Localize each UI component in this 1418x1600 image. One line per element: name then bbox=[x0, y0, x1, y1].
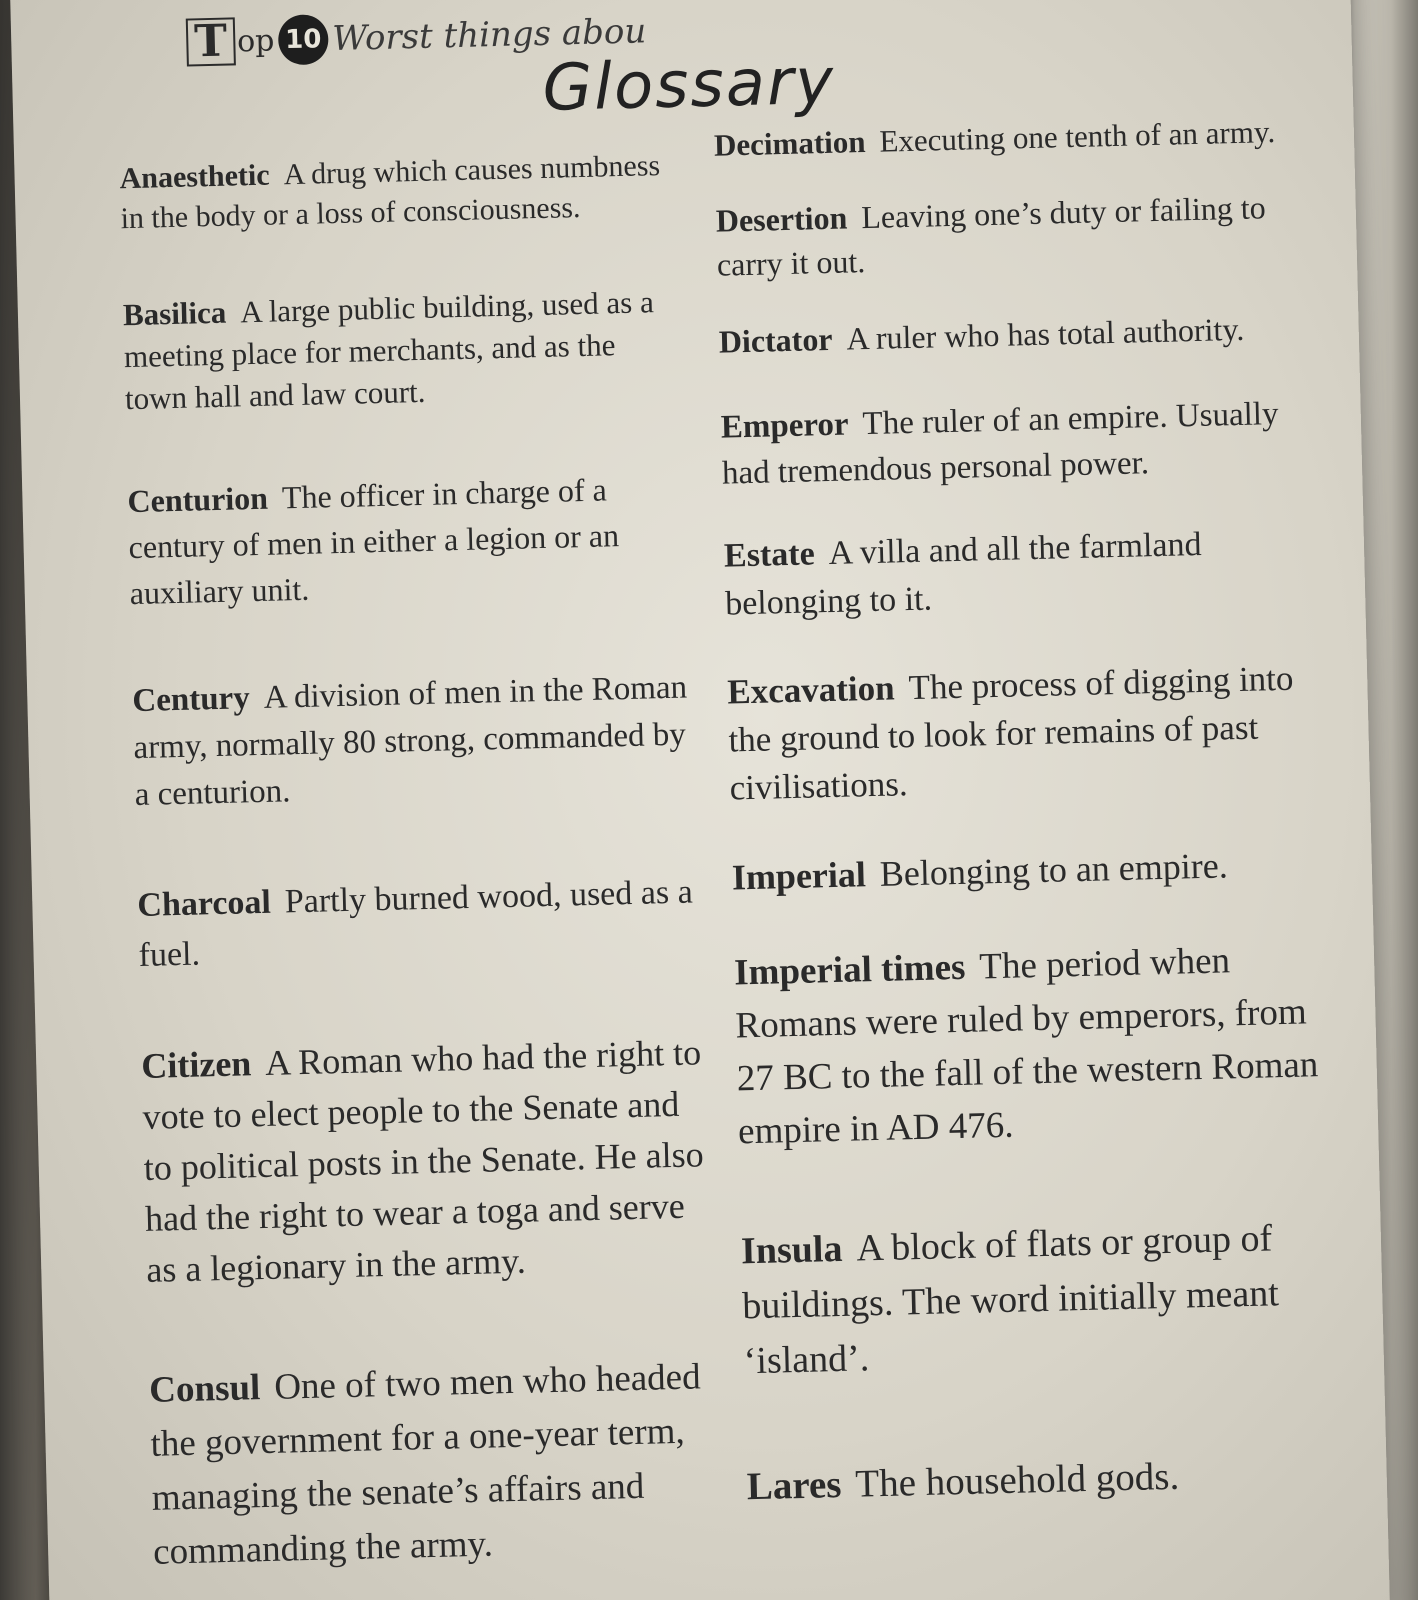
glossary-entry bbox=[723, 518, 1335, 629]
page-title: Glossary bbox=[541, 44, 837, 126]
glossary-term: Imperial times bbox=[733, 946, 966, 994]
page-wrapper bbox=[10, 0, 1411, 1600]
glossary-definition: A block of flats or group of buildings. The word initially meant ‘island’. bbox=[741, 1217, 1280, 1383]
glossary-entry bbox=[727, 654, 1340, 813]
glossary-definition: One of two men who headed the government for a one-year term, managing the senate’s affairs and commanding the army. bbox=[150, 1356, 702, 1573]
glossary-definition: The period when Romans were ruled by emperors, from 27 BC to the fall of the western Roman empire in AD 476. bbox=[735, 940, 1319, 1153]
logo-number-badge: 10 bbox=[278, 14, 329, 65]
glossary-term: Charcoal bbox=[136, 883, 272, 925]
glossary-term: Century bbox=[131, 680, 251, 720]
glossary-term: Decimation bbox=[713, 124, 866, 163]
glossary-term: Emperor bbox=[720, 406, 850, 446]
glossary-entry bbox=[137, 867, 699, 981]
glossary-term: Basilica bbox=[122, 294, 227, 333]
glossary-term: Imperial bbox=[731, 854, 867, 898]
glossary-term: Centurion bbox=[127, 479, 269, 520]
glossary-definition: Executing one tenth of an army. bbox=[879, 113, 1276, 159]
glossary-entry bbox=[122, 281, 685, 421]
glossary-definition: The ruler of an empire. Usually had tremendous personal power. bbox=[721, 396, 1279, 492]
glossary-definition: A division of men in the Roman army, normally 80 strong, commanded by a centurion. bbox=[133, 669, 688, 814]
glossary-entry bbox=[740, 1209, 1354, 1389]
glossary-entry bbox=[119, 146, 681, 240]
glossary-term: Excavation bbox=[726, 668, 896, 712]
glossary-definition: Leaving one’s duty or failing to carry it out. bbox=[716, 189, 1266, 283]
logo-op: op bbox=[236, 22, 275, 59]
glossary-definition: A large public building, used as a meeting place for merchants, and as the town hall and law court. bbox=[123, 284, 655, 417]
glossary-definition: A ruler who has total authority. bbox=[846, 310, 1245, 357]
glossary-entry bbox=[132, 664, 695, 819]
glossary-term: Anaesthetic bbox=[119, 158, 270, 196]
glossary-entry bbox=[731, 838, 1342, 903]
glossary-entry bbox=[715, 184, 1327, 287]
glossary-definition: Belonging to an empire. bbox=[879, 845, 1229, 894]
glossary-entry bbox=[746, 1444, 1357, 1514]
glossary-entry bbox=[720, 390, 1332, 497]
glossary-left-column bbox=[119, 146, 714, 1580]
glossary-entry bbox=[149, 1350, 714, 1580]
glossary-term: Citizen bbox=[140, 1043, 252, 1086]
glossary-definition: A drug which causes numbness in the body or a loss of consciousness. bbox=[120, 149, 661, 236]
glossary-definition: The process of digging into the ground to look for remains of past civilisations. bbox=[728, 658, 1294, 808]
series-title: Worst things abou bbox=[331, 11, 647, 59]
glossary-term: Estate bbox=[723, 535, 816, 575]
glossary-definition: Partly burned wood, used as a fuel. bbox=[138, 873, 694, 975]
glossary-entry bbox=[141, 1027, 707, 1296]
glossary-entry bbox=[734, 932, 1349, 1159]
glossary-entry bbox=[127, 464, 690, 616]
book-page bbox=[10, 0, 1391, 1600]
glossary-term: Dictator bbox=[718, 320, 833, 360]
glossary-definition: The officer in charge of a century of men in either a legion or an auxiliary unit. bbox=[128, 471, 620, 612]
glossary-term: Lares bbox=[746, 1463, 842, 1509]
glossary-term: Insula bbox=[740, 1227, 843, 1273]
glossary-definition: A Roman who had the right to vote to elect people to the Senate and to political posts in the Senate. He also had the right to wear a toga and serve as a legionary in the army. bbox=[142, 1032, 705, 1290]
glossary-definition: A villa and all the farmland belonging to it. bbox=[724, 525, 1202, 623]
glossary-right-column bbox=[714, 110, 1358, 1514]
glossary-definition: The household gods. bbox=[854, 1454, 1180, 1506]
logo-t: T bbox=[186, 17, 236, 66]
glossary-term: Desertion bbox=[715, 199, 848, 239]
glossary-entry bbox=[718, 304, 1329, 365]
glossary-term: Consul bbox=[148, 1367, 261, 1411]
